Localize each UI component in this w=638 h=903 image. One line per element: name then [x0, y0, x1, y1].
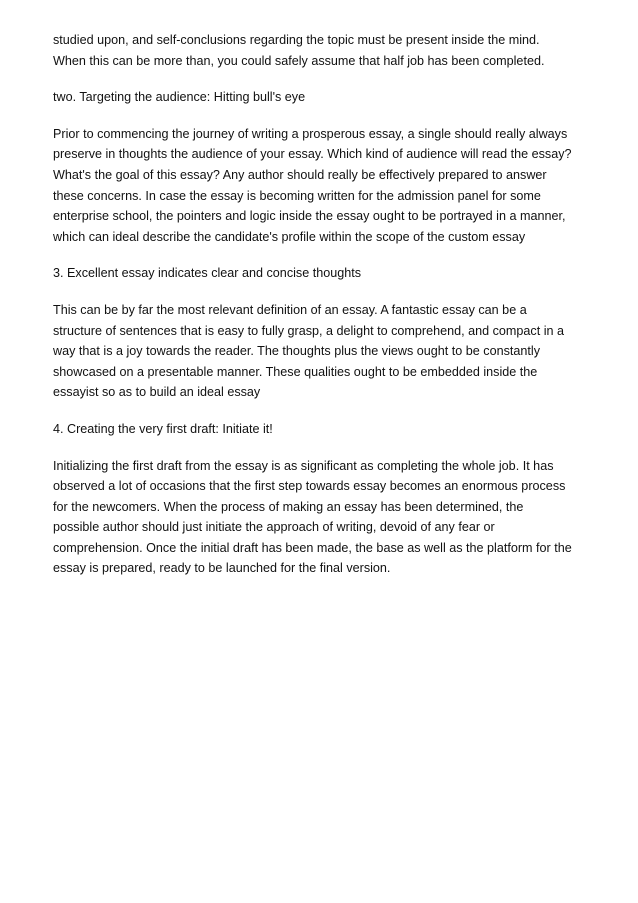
text-line: Initializing the first draft from the essay is as significant as completing the whole job. It has: [53, 458, 554, 473]
text-line: structure of sentences that is easy to fully grasp, a delight to comprehend, and compact in a: [53, 323, 565, 338]
heading-line: 3. Excellent essay indicates clear and concise thoughts: [53, 266, 362, 281]
audience-paragraph: [53, 124, 598, 248]
text-line: which can ideal describe the candidate's profile within the scope of the custom essay: [53, 229, 526, 244]
heading-line: 4. Creating the very first draft: Initiate it!: [53, 421, 273, 436]
text-line: comprehension. Once the initial draft has been made, the base as well as the platform for the: [53, 540, 572, 555]
text-line: When this can be more than, you could safely assume that half job has been completed.: [53, 53, 545, 68]
text-line: observed a lot of occasions that the first step towards essay becomes an enormous process: [53, 479, 566, 494]
intro-paragraph: [53, 30, 598, 71]
text-line: these concerns. In case the essay is becoming written for the admission panel for some: [53, 188, 541, 203]
clear-thoughts-paragraph: [53, 300, 598, 403]
text-line: Prior to commencing the journey of writing a prosperous essay, a single should really always: [53, 126, 568, 141]
text-line: studied upon, and self-conclusions regarding the topic must be present inside the mind.: [53, 33, 540, 47]
text-line: essayist so as to build an ideal essay: [53, 385, 261, 400]
heading-line: two. Targeting the audience: Hitting bull's eye: [53, 90, 306, 105]
text-line: possible author should just initiate the approach of writing, devoid of any fear or: [53, 520, 495, 535]
section-heading-audience: [53, 87, 598, 108]
text-line: preserve in thoughts the audience of your essay. Which kind of audience will read the essay?: [53, 147, 572, 162]
section-heading-first-draft: [53, 419, 598, 440]
text-line: enterprise school, the pointers and logic inside the essay ought to be portrayed in a manner,: [53, 209, 566, 224]
text-line: for the newcomers. When the process of making an essay has been determined, the: [53, 499, 524, 514]
text-line: way that is a joy towards the reader. The thoughts plus the views ought to be constantly: [53, 344, 541, 359]
first-draft-paragraph: [53, 456, 598, 580]
text-line: What's the goal of this essay? Any author should really be effectively prepared to answer: [53, 167, 547, 182]
section-heading-clear-thoughts: [53, 263, 598, 284]
text-line: showcased on a presentable manner. These qualities ought to be embedded inside the: [53, 364, 538, 379]
text-line: essay is prepared, ready to be launched for the final version.: [53, 561, 391, 576]
text-line: This can be by far the most relevant definition of an essay. A fantastic essay can be a: [53, 302, 527, 317]
